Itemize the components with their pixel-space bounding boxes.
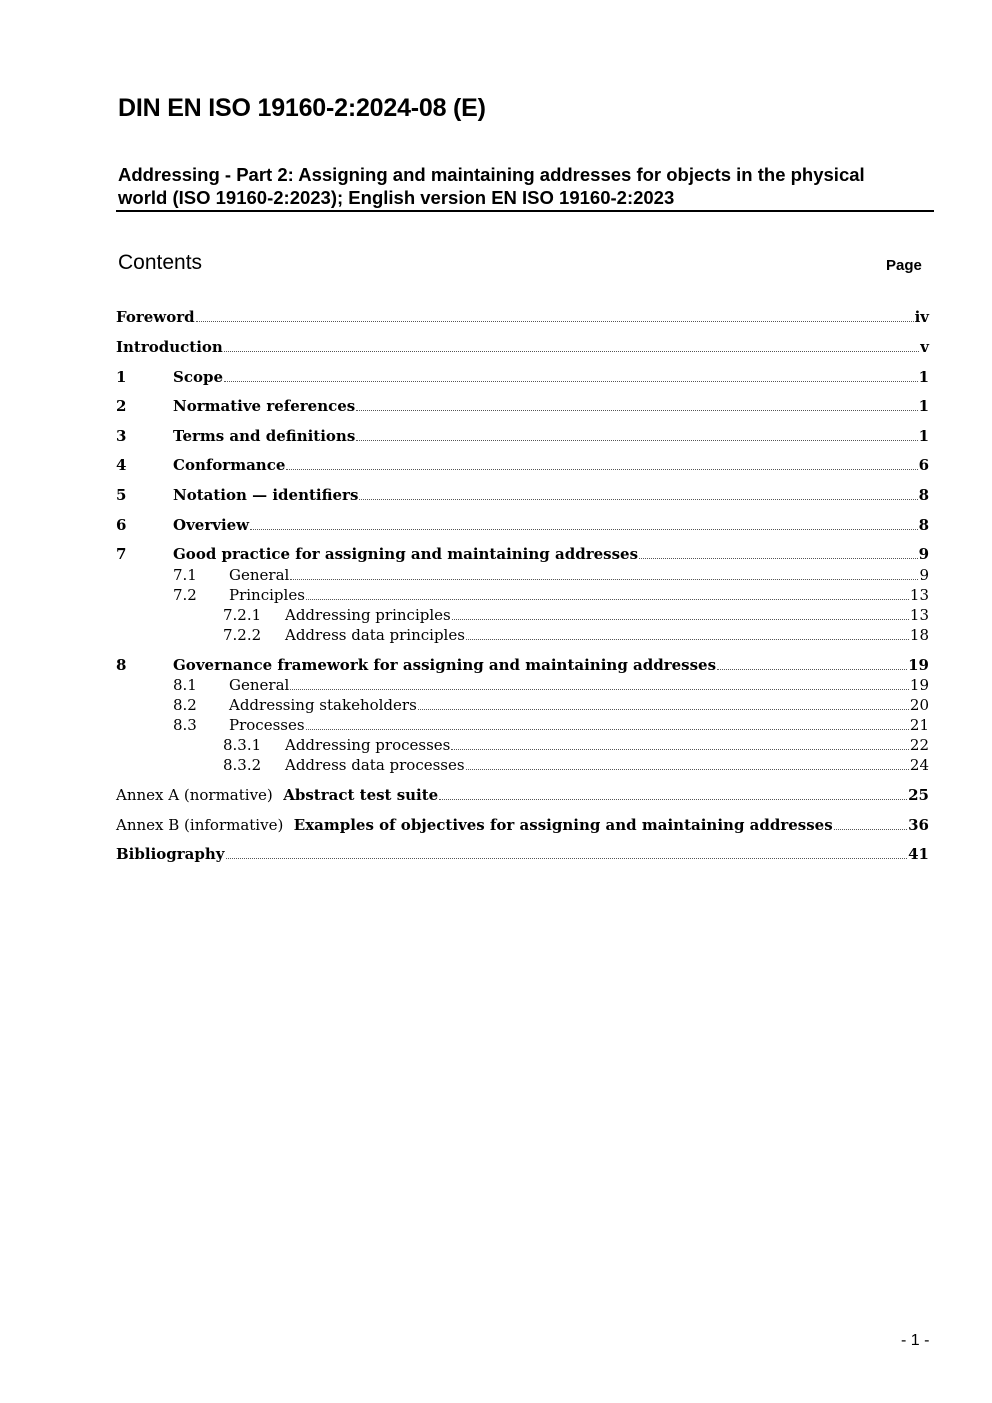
toc-entry-number: 8.3 bbox=[173, 716, 197, 734]
toc-leader-dots bbox=[639, 557, 918, 559]
toc-entry-notation-identifiers[interactable] bbox=[116, 486, 929, 504]
toc-entry-7-2-2-address-data-principles[interactable] bbox=[116, 626, 929, 644]
toc-entry-title: Normative references bbox=[173, 397, 356, 415]
toc-entry-scope[interactable] bbox=[116, 368, 929, 386]
toc-entry-annex-b[interactable] bbox=[116, 816, 929, 834]
document-id: DIN EN ISO 19160-2:2024-08 (E) bbox=[118, 94, 486, 122]
toc-entry-title: Introduction bbox=[116, 338, 223, 356]
toc-entry-title: Address data principles bbox=[285, 626, 465, 644]
toc-leader-dots bbox=[224, 380, 918, 382]
toc-entry-number: 5 bbox=[116, 486, 127, 504]
toc-entry-page: 21 bbox=[909, 716, 929, 734]
toc-entry-page: 6 bbox=[918, 456, 929, 474]
toc-entry-page: 20 bbox=[909, 696, 929, 714]
toc-leader-dots bbox=[196, 320, 914, 322]
toc-entry-title: General bbox=[229, 676, 290, 694]
toc-entry-number: 7 bbox=[116, 545, 127, 563]
toc-entry-title: Addressing principles bbox=[285, 606, 451, 624]
toc-entry-8-2-addressing-stakeholders[interactable] bbox=[116, 696, 929, 714]
toc-leader-dots bbox=[466, 768, 909, 770]
toc-entry-page: 1 bbox=[918, 368, 929, 386]
toc-entry-number: 7.2 bbox=[173, 586, 197, 604]
document-title-line-2: world (ISO 19160-2:2023); English version EN ISO 19160-2:2023 bbox=[118, 187, 675, 208]
toc-annex-title: Abstract test suite bbox=[283, 786, 439, 804]
toc-entry-page: 24 bbox=[909, 756, 929, 774]
toc-entry-title: Conformance bbox=[173, 456, 286, 474]
toc-entry-number: 7.1 bbox=[173, 566, 197, 584]
toc-leader-dots bbox=[418, 708, 909, 710]
toc-entry-title: Scope bbox=[173, 368, 224, 386]
toc-entry-title: Governance framework for assigning and maintaining addresses bbox=[173, 656, 717, 674]
toc-entry-number: 3 bbox=[116, 427, 127, 445]
toc-entry-title bbox=[116, 786, 438, 804]
toc-entry-annex-a[interactable] bbox=[116, 786, 929, 804]
toc-leader-dots bbox=[356, 439, 917, 441]
toc-entry-7-2-principles[interactable] bbox=[116, 586, 929, 604]
toc-entry-number: 2 bbox=[116, 397, 127, 415]
toc-entry-page: 9 bbox=[918, 545, 929, 563]
toc-entry-overview[interactable] bbox=[116, 516, 929, 534]
toc-entry-title: Good practice for assigning and maintaining addresses bbox=[173, 545, 639, 563]
toc-entry-title bbox=[116, 816, 833, 834]
toc-entry-7-1-general[interactable] bbox=[116, 566, 929, 584]
toc-entry-number: 8 bbox=[116, 656, 127, 674]
toc-entry-title: Addressing stakeholders bbox=[229, 696, 417, 714]
toc-entry-8-1-general[interactable] bbox=[116, 676, 929, 694]
toc-entry-page: 25 bbox=[908, 786, 929, 804]
toc-entry-page: 9 bbox=[919, 566, 929, 584]
toc-entry-page: 1 bbox=[918, 427, 929, 445]
toc-entry-page: 18 bbox=[909, 626, 929, 644]
toc-annex-designation: Annex B (informative) bbox=[116, 816, 284, 834]
toc-entry-number: 6 bbox=[116, 516, 127, 534]
toc-leader-dots bbox=[356, 409, 917, 411]
toc-entry-number: 8.3.1 bbox=[223, 736, 262, 754]
page-column-label: Page bbox=[886, 257, 922, 274]
toc-entry-number: 4 bbox=[116, 456, 127, 474]
toc-leader-dots bbox=[306, 598, 909, 600]
toc-entry-title: Notation — identifiers bbox=[173, 486, 359, 504]
document-title-line-1: Addressing - Part 2: Assigning and maintaining addresses for objects in the physical bbox=[118, 164, 865, 185]
toc-leader-dots bbox=[306, 728, 909, 730]
toc-entry-page: iv bbox=[914, 308, 929, 326]
toc-entry-page: 13 bbox=[909, 606, 929, 624]
toc-leader-dots bbox=[226, 857, 908, 859]
toc-entry-page: 1 bbox=[918, 397, 929, 415]
toc-entry-page: 36 bbox=[908, 816, 929, 834]
toc-entry-title: Foreword bbox=[116, 308, 195, 326]
toc-entry-number: 1 bbox=[116, 368, 127, 386]
toc-entry-title: Processes bbox=[229, 716, 305, 734]
toc-entry-conformance[interactable] bbox=[116, 456, 929, 474]
toc-leader-dots bbox=[359, 498, 917, 500]
toc-entry-bibliography[interactable] bbox=[116, 845, 929, 863]
toc-leader-dots bbox=[290, 578, 918, 580]
toc-entry-page: 19 bbox=[909, 676, 929, 694]
toc-entry-title: Terms and definitions bbox=[173, 427, 356, 445]
toc-entry-number: 8.1 bbox=[173, 676, 197, 694]
toc-entry-8-3-processes[interactable] bbox=[116, 716, 929, 734]
toc-leader-dots bbox=[439, 798, 907, 800]
toc-entry-title: Addressing processes bbox=[285, 736, 451, 754]
toc-entry-introduction[interactable] bbox=[116, 338, 929, 356]
toc-entry-title: Principles bbox=[229, 586, 305, 604]
toc-leader-dots bbox=[452, 618, 909, 620]
toc-entry-7-2-1-addressing-principles[interactable] bbox=[116, 606, 929, 624]
title-rule bbox=[116, 210, 934, 212]
toc-annex-title: Examples of objectives for assigning and maintaining addresses bbox=[293, 816, 833, 834]
contents-heading: Contents bbox=[118, 251, 203, 274]
toc-entry-normative-references[interactable] bbox=[116, 397, 929, 415]
toc-annex-designation: Annex A (normative) bbox=[116, 786, 273, 804]
toc-leader-dots bbox=[224, 350, 919, 352]
toc-entry-page: 13 bbox=[909, 586, 929, 604]
toc-entry-page: 41 bbox=[908, 845, 929, 863]
toc-entry-number: 7.2.2 bbox=[223, 626, 262, 644]
toc-leader-dots bbox=[250, 528, 917, 530]
toc-entry-page: 8 bbox=[918, 516, 929, 534]
toc-leader-dots bbox=[834, 828, 907, 830]
toc-entry-page: 22 bbox=[909, 736, 929, 754]
toc-entry-8-3-1-addressing-processes[interactable] bbox=[116, 736, 929, 754]
toc-entry-8-3-2-address-data-processes[interactable] bbox=[116, 756, 929, 774]
toc-entry-number: 7.2.1 bbox=[223, 606, 262, 624]
toc-entry-number: 8.3.2 bbox=[223, 756, 262, 774]
document-title bbox=[118, 163, 930, 209]
toc-leader-dots bbox=[451, 748, 909, 750]
toc-leader-dots bbox=[286, 468, 917, 470]
toc-leader-dots bbox=[290, 688, 909, 690]
toc-entry-title: Address data processes bbox=[285, 756, 465, 774]
toc-leader-dots bbox=[466, 638, 909, 640]
toc-entry-title: Overview bbox=[173, 516, 250, 534]
toc-entry-title: Bibliography bbox=[116, 845, 225, 863]
toc-entry-terms-and-definitions[interactable] bbox=[116, 427, 929, 445]
toc-entry-number: 8.2 bbox=[173, 696, 197, 714]
toc-entry-governance-framework[interactable] bbox=[116, 656, 929, 674]
toc-leader-dots bbox=[717, 668, 907, 670]
footer-page-number: - 1 - bbox=[901, 1332, 930, 1349]
toc-entry-good-practice[interactable] bbox=[116, 545, 929, 563]
toc-entry-page: 8 bbox=[918, 486, 929, 504]
toc-entry-title: General bbox=[229, 566, 290, 584]
toc-entry-page: v bbox=[920, 338, 929, 356]
toc-entry-page: 19 bbox=[908, 656, 929, 674]
toc-entry-foreword[interactable] bbox=[116, 308, 929, 326]
